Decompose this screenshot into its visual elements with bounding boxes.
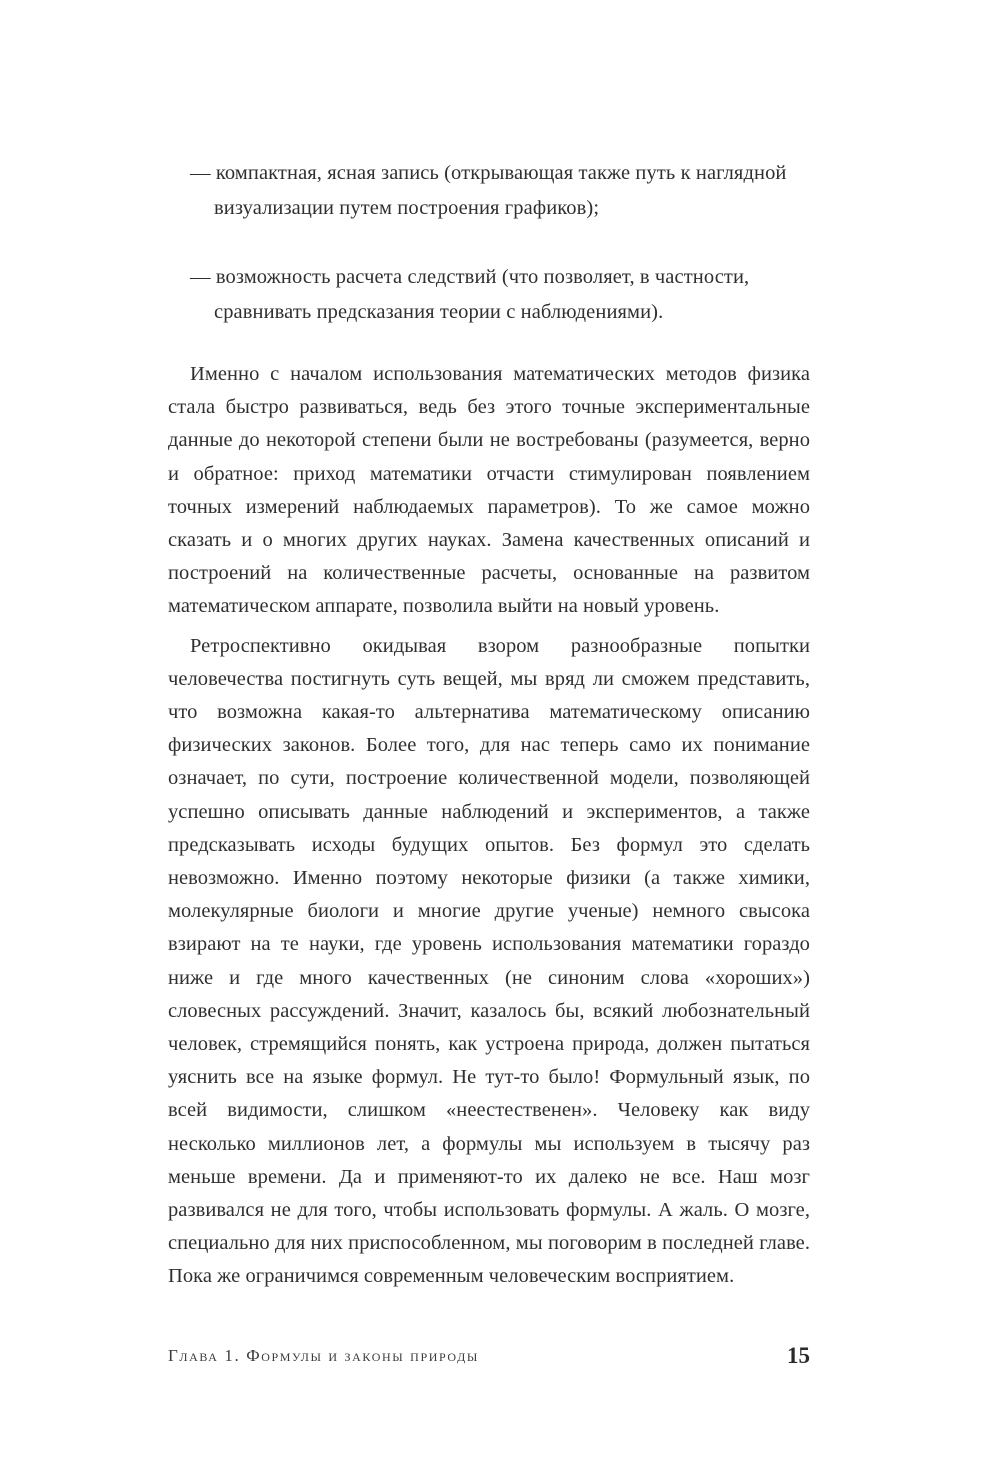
body-text <box>168 358 810 1300</box>
paragraph: Именно с началом использования математических методов физика стала быстро развиваться, ведь без этого точные экспериментальные данные до некоторой степени были не востребованы (разумеется, верно и обратное: приход математики отчасти стимулирован появлением точных измерений наблюдаемых параметров). То же самое можно сказать и о многих других науках. Замена качественных описаний и построений на количественные расчеты, основанные на развитом математическом аппарате, позволила выйти на новый уровень. <box>168 363 810 618</box>
paragraph: Ретроспективно окидывая взором разнообразные попытки человечества постигнуть суть вещей, мы вряд ли сможем представить, что возможна какая-то альтернатива математическому описанию физических законов. Более того, для нас теперь само их понимание означает, по сути, построение количественной модели, позволяющей успешно описывать данные наблюдений и экспериментов, а также предсказывать исходы будущих опытов. Без формул это сделать невозможно. Именно поэтому некоторые физики (а также химики, молекулярные биологи и многие другие ученые) немного свысока взирают на те науки, где уровень использования математики гораздо ниже и где много качественных (не синоним слова «хороших») словесных рассуждений. Значит, казалось бы, всякий любознательный человек, стремящийся понять, как устроена природа, должен пытаться уяснить все на языке формул. Не тут-то было! Формульный язык, по всей видимости, слишком «неестественен». Человеку как виду несколько миллионов лет, а формулы мы используем в тысячу раз меньше времени. Да и применяют-то их далеко не все. Наш мозг развивался не для того, чтобы использовать формулы. А жаль. О мозге, специально для них приспособленном, мы поговорим в последней главе. Пока же ограничимся современным человеческим восприятием. <box>168 634 810 1288</box>
running-head: Глава 1. Формулы и законы природы <box>168 1346 479 1365</box>
bullet-item: — возможность расчета следствий (что позволяет, в частности, сравнивать предсказания теории с наблюдениями). <box>190 266 750 323</box>
bullet-list <box>190 156 830 364</box>
page-footer <box>168 1343 810 1376</box>
page-number: 15 <box>787 1343 810 1368</box>
bullet-item: — компактная, ясная запись (открывающая также путь к наглядной визуализации путем построения графиков); <box>190 162 787 219</box>
